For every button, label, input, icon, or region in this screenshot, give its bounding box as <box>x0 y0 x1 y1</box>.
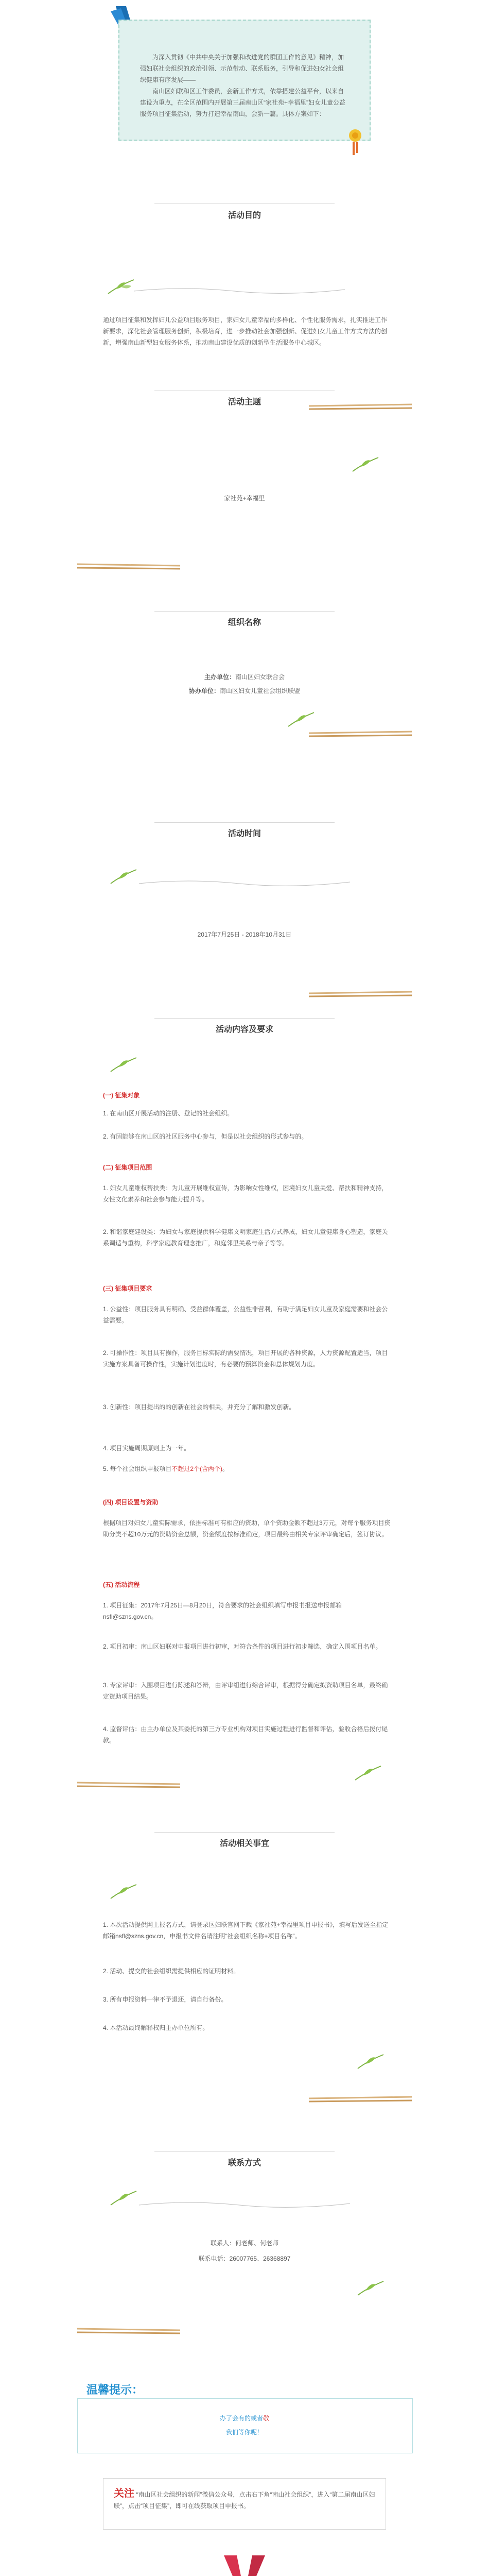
section-divider <box>154 2151 335 2152</box>
content-item: 3. 创新性：项目提出的的创新在社会的相关，并充分了解和激发创新。 <box>103 1403 295 1411</box>
content-heading-2: (二) 征集项目范围 <box>103 1164 152 1171</box>
bamboo-leaf-icon <box>108 1880 139 1901</box>
chopsticks-icon <box>77 2326 180 2336</box>
theme-text: 家社苑+幸福里 <box>224 495 265 502</box>
bamboo-leaf-icon <box>286 708 317 729</box>
content-item-emphasis: 不超过2个(含两个) <box>171 1465 223 1472</box>
content-item: 2. 项目初审：南山区妇联对申报项目进行初审，对符合条件的项目进行初步筛选，确定入围项目名单。 <box>103 1643 382 1650</box>
contact-person-line <box>0 2239 489 2247</box>
co-host-line <box>0 686 489 695</box>
section-divider <box>154 611 335 612</box>
tips-heading: 温馨提示： <box>86 2383 144 2396</box>
bamboo-leaf-icon <box>108 866 139 886</box>
notes-item: 4. 本活动最终解释权归主办单位所有。 <box>103 2024 209 2031</box>
follow-heading: 关注 <box>114 2488 134 2499</box>
content-heading-5: (五) 活动流程 <box>103 1581 140 1588</box>
notes-item: 1. 本次活动提供网上报名方式，请登录区妇联官网下载《家社苑+幸福里项目申报书》，填写后发送至指定邮箱nsfl@szns.gov.cn，申报书文件名请注明“社会组织名称+项目名称”。 <box>103 1921 389 1940</box>
chopsticks-icon <box>77 562 180 572</box>
notes-item: 2. 活动、提交的社会组织需提供相应的证明材料。 <box>103 1968 240 1975</box>
content-item: 1. 妇女儿童维权帮扶类：为儿童开展维权宣传，为影响女性维权，困境妇女儿童关爱、帮扶和精神支持，女性文化素养和社会参与能力提升等。 <box>103 1184 388 1203</box>
brush-stroke-decoration <box>131 283 347 299</box>
chopsticks-icon <box>309 729 412 739</box>
notes-item: 3. 所有申报资料一律不予退还，请自行备份。 <box>103 1996 228 2003</box>
section-title-notes: 活动相关事宜 <box>219 1839 269 1848</box>
content-item-text: 5. 每个社会组织申报项目不超过2个(含两个)。 <box>103 1465 229 1472</box>
section-title-purpose: 活动目的 <box>228 211 261 220</box>
bamboo-leaf-icon <box>355 2050 386 2071</box>
section-title-theme: 活动主题 <box>228 398 261 406</box>
section-divider <box>154 1018 335 1019</box>
bamboo-leaf-icon <box>108 1054 139 1074</box>
chopsticks-icon <box>309 989 412 999</box>
section-title-content: 活动内容及要求 <box>215 1025 273 1034</box>
content-item: 1. 项目征集：2017年7月25日—8月20日，符合要求的社会组织填写申报书报送申报邮箱nsfl@szns.gov.cn。 <box>103 1602 342 1620</box>
tips-box <box>77 2398 413 2453</box>
bamboo-leaf-icon <box>350 453 381 474</box>
host-value: 南山区妇女联合会 <box>235 673 285 681</box>
content-heading-3: (三) 征集项目要求 <box>103 1285 152 1292</box>
content-item: 1. 在南山区开展活动的注册、登记的社会组织。 <box>103 1110 234 1117</box>
section-title-org: 组织名称 <box>228 618 261 627</box>
intro-box <box>118 20 371 141</box>
contact-phone: 26007765、26368897 <box>229 2255 291 2262</box>
host-label: 主办单位： <box>204 673 235 681</box>
content-item: 根据项目对妇女儿童实际需求，依据标准可有相应的资助，单个资助金额不超过3万元，对每个服务项目资助分类不超10万元的资助资金总额，资金额度按标准确定，项目最终由相关专家评审确定后，签订协议。 <box>103 1519 391 1538</box>
section-divider <box>154 822 335 823</box>
section-divider <box>154 1832 335 1833</box>
contact-phone-line <box>0 2254 489 2263</box>
intro-paragraph: 南山区妇联和区工作委员，会新工作方式，依靠搭建公益平台，以来自建设为重点，在全区范围内开展第三届南山区“家社苑+幸福里”妇女儿童公益服务项目征集活动，努力打造幸福南山，会新一篇。具体方案如下： <box>140 88 346 117</box>
section-title-time: 活动时间 <box>228 829 261 838</box>
intro-paragraph: 为深入贯彻《中共中央关于加强和改进党的群团工作的意见》精神，加强妇联社会组织的政治引领、示范带动、联系服务，引导和促进妇女社会组织健康有序发展—— <box>140 54 344 83</box>
contact-person-label: 联系人： <box>210 2240 235 2247</box>
content-item: 2. 可操作性：项目具有操作，服务目标实际的需要情况，项目开展的各种资源，人力资源配置适当，项目实施方案具备可操作性，实施计划进度时，有必要的预算资金和总体规划力度。 <box>103 1349 388 1368</box>
co-host-value: 南山区妇女儿童社会组织联盟 <box>220 687 301 694</box>
bamboo-leaf-icon <box>108 2187 139 2208</box>
chopsticks-icon <box>77 1780 180 1790</box>
brush-stroke-decoration <box>136 876 353 891</box>
brush-stroke-decoration <box>136 2197 353 2213</box>
follow-text: “南山区社会组织的新闻”微信公众号，点击右下角“南山社会组织”，进入“第二届南山区妇联”，点击“项目征集”，即可在线获取项目申报书。 <box>114 2491 375 2510</box>
contact-phone-label: 联系电话： <box>198 2255 230 2262</box>
host-line <box>0 672 489 681</box>
section-title-contact: 联系方式 <box>228 2159 261 2167</box>
content-item: 3. 专家评审：入围项目进行陈述和答辩，由评审组进行综合评审，根据得分确定拟资助项目名单，最终确定资助项目结果。 <box>103 1682 388 1700</box>
chopsticks-icon <box>309 402 412 412</box>
content-item <box>103 1463 391 1475</box>
content-item: 4. 监督评估：由主办单位及其委托的第三方专业机构对项目实施过程进行监督和评估，验收合格后拨付尾款。 <box>103 1725 388 1744</box>
chinese-knot-icon <box>342 126 368 157</box>
content-item: 2. 和谐家庭建设类：为妇女与家庭提供科学健康文明家庭生活方式养成，妇女儿童健康身心塑造，家庭关系调适与重构，科学家庭教育理念推广，和庭邻里关系与亲子等等。 <box>103 1228 388 1247</box>
content-item: 1. 公益性：项目服务具有明确、受益群体覆盖，公益性非营利，有助于满足妇女儿童及家庭需要和社会公益需要。 <box>103 1306 388 1324</box>
bamboo-leaf-icon <box>353 1762 383 1783</box>
co-host-label: 协办单位： <box>188 687 220 694</box>
time-text: 2017年7月25日 - 2018年10月31日 <box>197 931 292 938</box>
tips-line-1 <box>0 2414 489 2422</box>
content-item: 4. 项目实施周期原则上为一年。 <box>103 1445 190 1452</box>
content-heading-1: (一) 征集对象 <box>103 1092 140 1099</box>
chopsticks-icon <box>309 2094 412 2105</box>
content-heading-4: (四) 项目设置与资助 <box>103 1499 159 1506</box>
content-item: 2. 有固能够在南山区的社区服务中心参与，但是以社会组织的形式参与的。 <box>103 1133 308 1140</box>
tips-line-1-text: 办了会有的或者 <box>219 2415 263 2422</box>
lanyard-icon <box>214 2555 275 2576</box>
contact-person: 何老师、何老师 <box>235 2240 279 2247</box>
bamboo-leaf-icon <box>355 2277 386 2298</box>
tips-line-2: 我们等你呢！ <box>225 2429 263 2436</box>
follow-box <box>103 2478 386 2530</box>
tips-line-1-emphasis: 敬 <box>263 2415 270 2422</box>
purpose-text: 通过项目征集和发挥妇儿公益项目服务项目，家妇女儿童幸福的多样化、个性化服务需求，扎实推进工作新要求，深化社会管理服务创新，积极培育，进一步推动社会加强创新、促进妇女儿童工作方式方法的创新，增强南山新型妇女服务体系，推动南山建设优质的创新型生活服务中心城区。 <box>103 316 388 346</box>
